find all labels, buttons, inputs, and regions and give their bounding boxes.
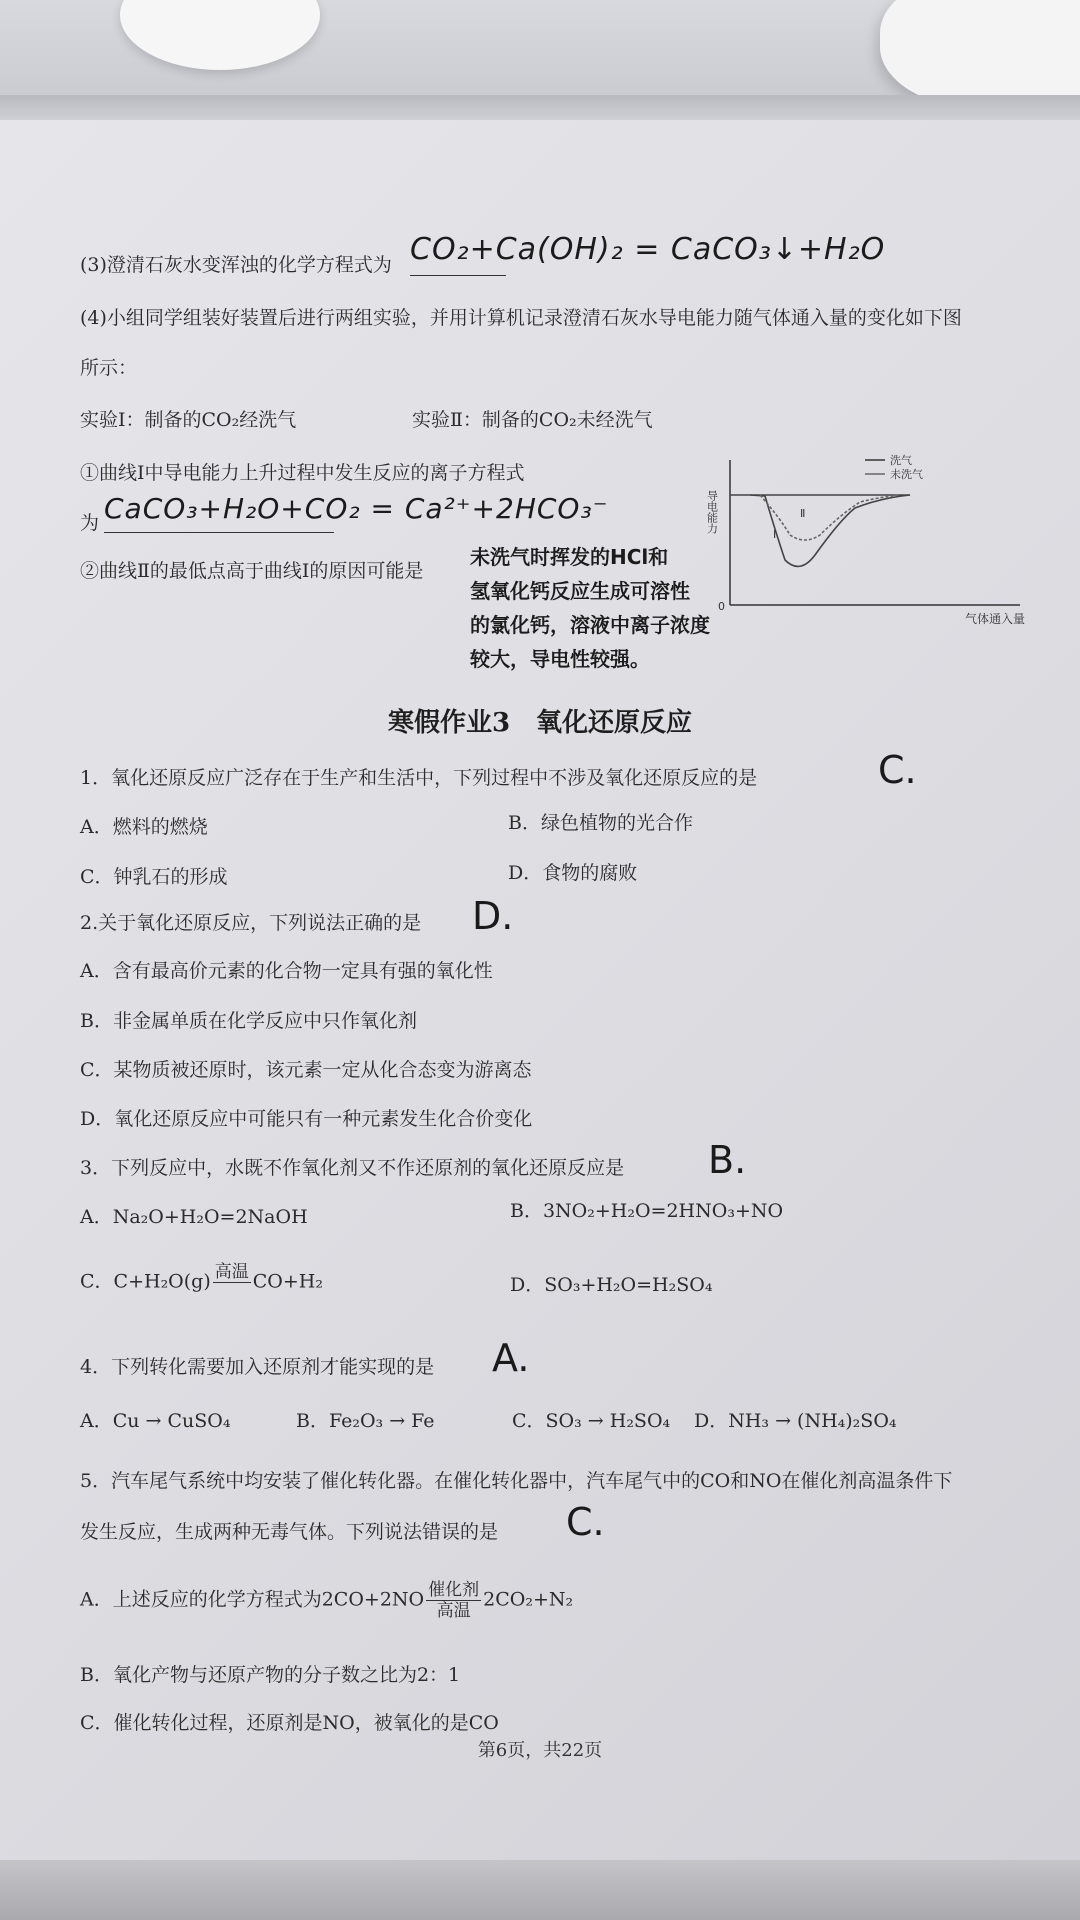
section-title: 寒假作业3 氧化还原反应	[387, 708, 693, 738]
sub2-text: ②曲线Ⅱ的最低点高于曲线Ⅰ的原因可能是	[80, 560, 424, 582]
q4-text-line1: (4)小组同学组装好装置后进行两组实验，并用计算机记录澄清石灰水导电能力随气体通入量的变化如下图	[80, 307, 962, 329]
q5-stem-line1: 5．汽车尾气系统中均安装了催化转化器。在催化转化器中，汽车尾气中的CO和NO在催化剂高温条件下	[80, 1470, 953, 1492]
condition-fraction	[213, 1262, 251, 1303]
q3b-option-b: B．3NO₂+H₂O=2HNO₃+NO	[510, 1200, 784, 1222]
experiment-2-label: 实验Ⅱ：制备的CO₂未经洗气	[412, 409, 653, 431]
q5-option-a-left: A．上述反应的化学方程式为2CO+2NO	[80, 1588, 425, 1611]
q1-option-a: A．燃料的燃烧	[80, 816, 208, 838]
condition-over: 高温	[214, 1262, 249, 1282]
catalyst-over: 催化剂	[428, 1580, 480, 1600]
sub1-text-line2: 为	[80, 512, 100, 534]
q3b-option-c-right: CO+H₂	[252, 1270, 323, 1293]
q4b-option-b: B．Fe₂O₃ → Fe	[296, 1410, 435, 1432]
q4b-option-d: D．NH₃ → (NH₄)₂SO₄	[694, 1410, 897, 1432]
catalyst-under: 高温	[436, 1601, 471, 1621]
q4-text-line2: 所示：	[80, 357, 138, 379]
q4b-option-c: C．SO₃ → H₂SO₄	[512, 1410, 671, 1432]
page-footer: 第6页，共22页	[477, 1740, 603, 1761]
q5-stem-line2: 发生反应，生成两种无毒气体。下列说法错误的是	[80, 1521, 499, 1543]
legend-nowash: 未洗气	[890, 468, 923, 481]
q3b-option-d: D．SO₃+H₂O=H₂SO₄	[510, 1274, 713, 1296]
q2-option-c: C．某物质被还原时，该元素一定从化合态变为游离态	[80, 1059, 532, 1081]
q1-option-c: C．钟乳石的形成	[80, 866, 228, 888]
origin-label: 0	[718, 600, 725, 613]
q3b-option-a: A．Na₂O+H₂O=2NaOH	[80, 1206, 308, 1228]
q1-option-d: D．食物的腐败	[508, 862, 638, 884]
q3-answer-underline	[410, 275, 506, 276]
q2-option-a: A．含有最高价元素的化合物一定具有强的氧化性	[80, 960, 493, 982]
sub1-text-line1: ①曲线Ⅰ中导电能力上升过程中发生反应的离子方程式	[80, 462, 525, 484]
desk-bottom	[0, 1860, 1080, 1920]
curve-label-II: Ⅱ	[800, 507, 806, 520]
q3b-stem: 3．下列反应中，水既不作氧化剂又不作还原剂的氧化还原反应是	[80, 1157, 625, 1179]
q1-option-b: B．绿色植物的光合作	[508, 812, 693, 834]
q5-option-c: C．催化转化过程，还原剂是NO，被氧化的是CO	[80, 1712, 499, 1734]
conductivity-chart	[690, 440, 1060, 640]
q4b-option-a: A．Cu → CuSO₄	[80, 1410, 231, 1432]
q3b-option-c	[80, 1262, 323, 1303]
catalyst-fraction	[426, 1580, 481, 1621]
chart-svg	[690, 440, 1060, 640]
q1-answer: C.	[878, 748, 917, 792]
sub2-answer-line: 较大，导电性较强。	[470, 647, 650, 671]
q4b-stem: 4．下列转化需要加入还原剂才能实现的是	[80, 1356, 435, 1378]
sub1-handwritten-answer: CaCO₃+H₂O+CO₂ = Ca²⁺+2HCO₃⁻	[104, 492, 609, 525]
q5-option-b: B．氧化产物与还原产物的分子数之比为2：1	[80, 1664, 461, 1686]
q5-option-a-right: 2CO₂+N₂	[483, 1588, 574, 1611]
q4b-answer: A.	[492, 1336, 530, 1380]
y-axis-label: 导电能力	[705, 490, 719, 534]
q3b-answer: B.	[708, 1138, 747, 1182]
q2-option-d: D．氧化还原反应中可能只有一种元素发生化合价变化	[80, 1108, 533, 1130]
q1-stem: 1．氧化还原反应广泛存在于生产和生活中，下列过程中不涉及氧化还原反应的是	[80, 767, 758, 789]
experiment-1-label: 实验Ⅰ：制备的CO₂经洗气	[80, 409, 297, 431]
q2-option-b: B．非金属单质在化学反应中只作氧化剂	[80, 1010, 417, 1032]
sub2-answer-line: 未洗气时挥发的HCl和	[470, 545, 669, 569]
legend-wash: 洗气	[890, 454, 912, 467]
sub1-answer-underline	[104, 532, 334, 533]
sub2-answer-line: 氢氧化钙反应生成可溶性	[470, 579, 690, 603]
curve-label-I: Ⅰ	[773, 528, 777, 541]
sub2-answer-line: 的氯化钙，溶液中离子浓度	[470, 613, 710, 637]
q3b-option-c-left: C．C+H₂O(g)	[80, 1270, 211, 1293]
q5-answer: C.	[566, 1500, 605, 1544]
sub2-handwritten-answer	[470, 540, 710, 676]
q2-stem: 2.关于氧化还原反应，下列说法正确的是	[80, 912, 422, 934]
x-axis-label: 气体通入量	[965, 612, 1026, 626]
curve-II	[760, 495, 900, 540]
q2-answer: D.	[472, 894, 514, 938]
q3-text: (3)澄清石灰水变浑浊的化学方程式为	[80, 254, 392, 276]
q3-handwritten-answer: CO₂+Ca(OH)₂ = CaCO₃↓+H₂O	[410, 232, 886, 267]
q5-option-a	[80, 1580, 573, 1621]
